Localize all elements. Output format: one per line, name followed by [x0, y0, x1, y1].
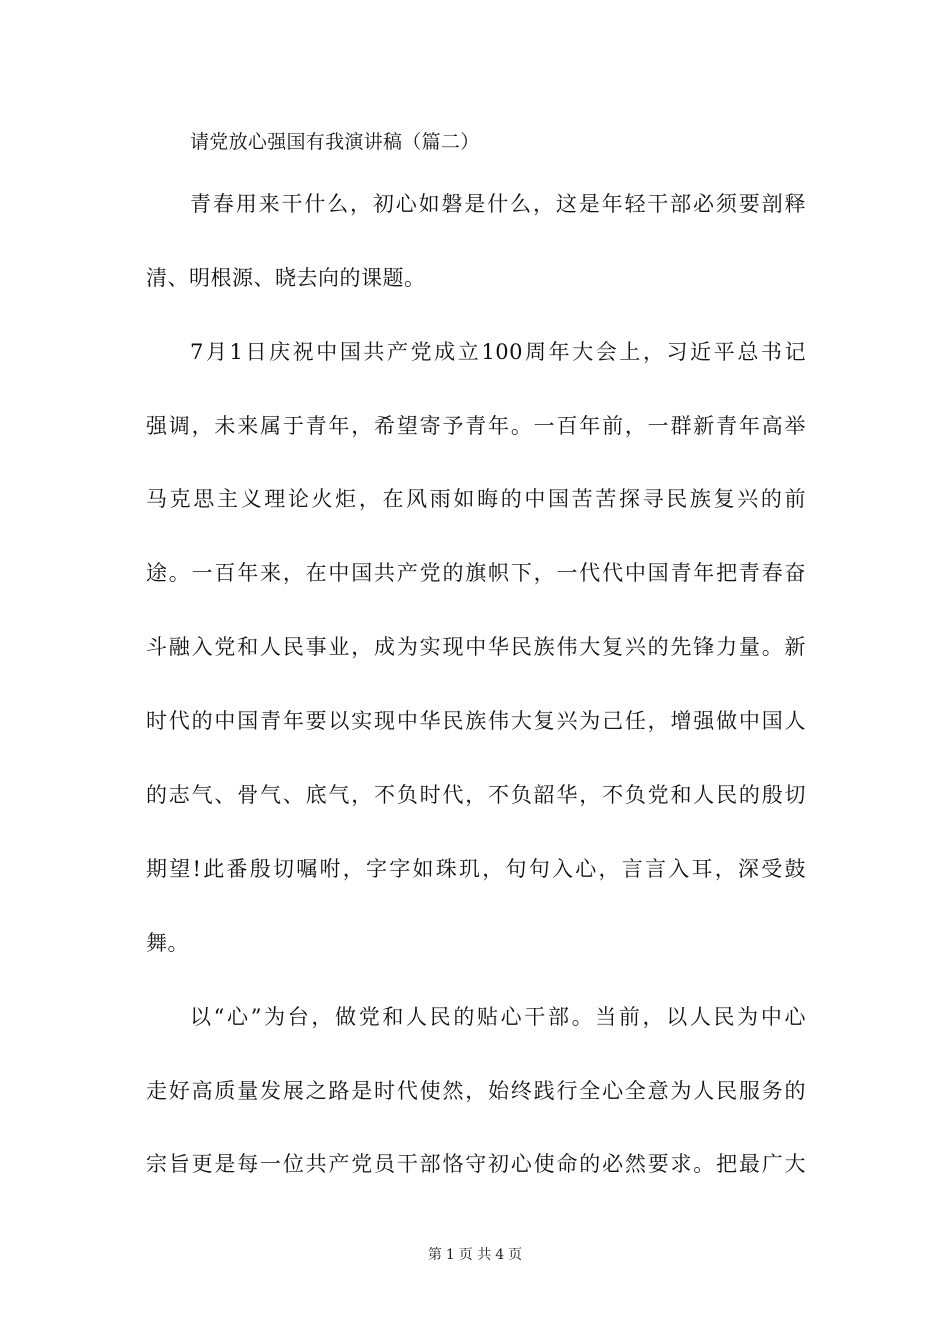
document-title: 请党放心强国有我演讲稿（篇二）	[190, 131, 480, 153]
footer-current-page: 1	[445, 1247, 455, 1263]
footer-suffix: 页	[508, 1247, 523, 1263]
footer-total-pages: 4	[495, 1247, 505, 1263]
paragraph-line: 马克思主义理论火炬，在风雨如晦的中国苦苦探寻民族复兴的前	[146, 487, 806, 511]
paragraph-line: 的志气、骨气、底气，不负时代，不负韶华，不负党和人民的殷切	[146, 783, 806, 807]
paragraph-line: 走好高质量发展之路是时代使然，始终践行全心全意为人民服务的	[146, 1079, 806, 1103]
paragraph-line: 清、明根源、晓去向的课题。	[146, 266, 426, 290]
paragraph-line: 强调，未来属于青年，希望寄予青年。一百年前，一群新青年高举	[146, 414, 806, 438]
footer-middle: 页 共	[458, 1247, 492, 1263]
footer-prefix: 第	[427, 1247, 442, 1263]
page-footer	[0, 1245, 950, 1265]
paragraph-line: 时代的中国青年要以实现中华民族伟大复兴为己任，增强做中国人	[146, 709, 806, 733]
paragraph-line: 舞。	[146, 931, 189, 955]
paragraph-line: 青春用来干什么，初心如磐是什么，这是年轻干部必须要剖释	[190, 192, 806, 216]
paragraph-line: 7月1日庆祝中国共产党成立100周年大会上，习近平总书记	[190, 340, 806, 364]
paragraph-line: 期望!此番殷切嘱咐，字字如珠玑，句句入心，言言入耳，深受鼓	[146, 857, 806, 881]
paragraph-line: 宗旨更是每一位共产党员干部恪守初心使命的必然要求。把最广大	[146, 1152, 806, 1176]
paragraph-line: 以“心”为台，做党和人民的贴心干部。当前，以人民为中心	[190, 1005, 806, 1029]
paragraph-line: 途。一百年来，在中国共产党的旗帜下，一代代中国青年把青春奋	[146, 561, 806, 585]
paragraph-line: 斗融入党和人民事业，成为实现中华民族伟大复兴的先锋力量。新	[146, 635, 806, 659]
